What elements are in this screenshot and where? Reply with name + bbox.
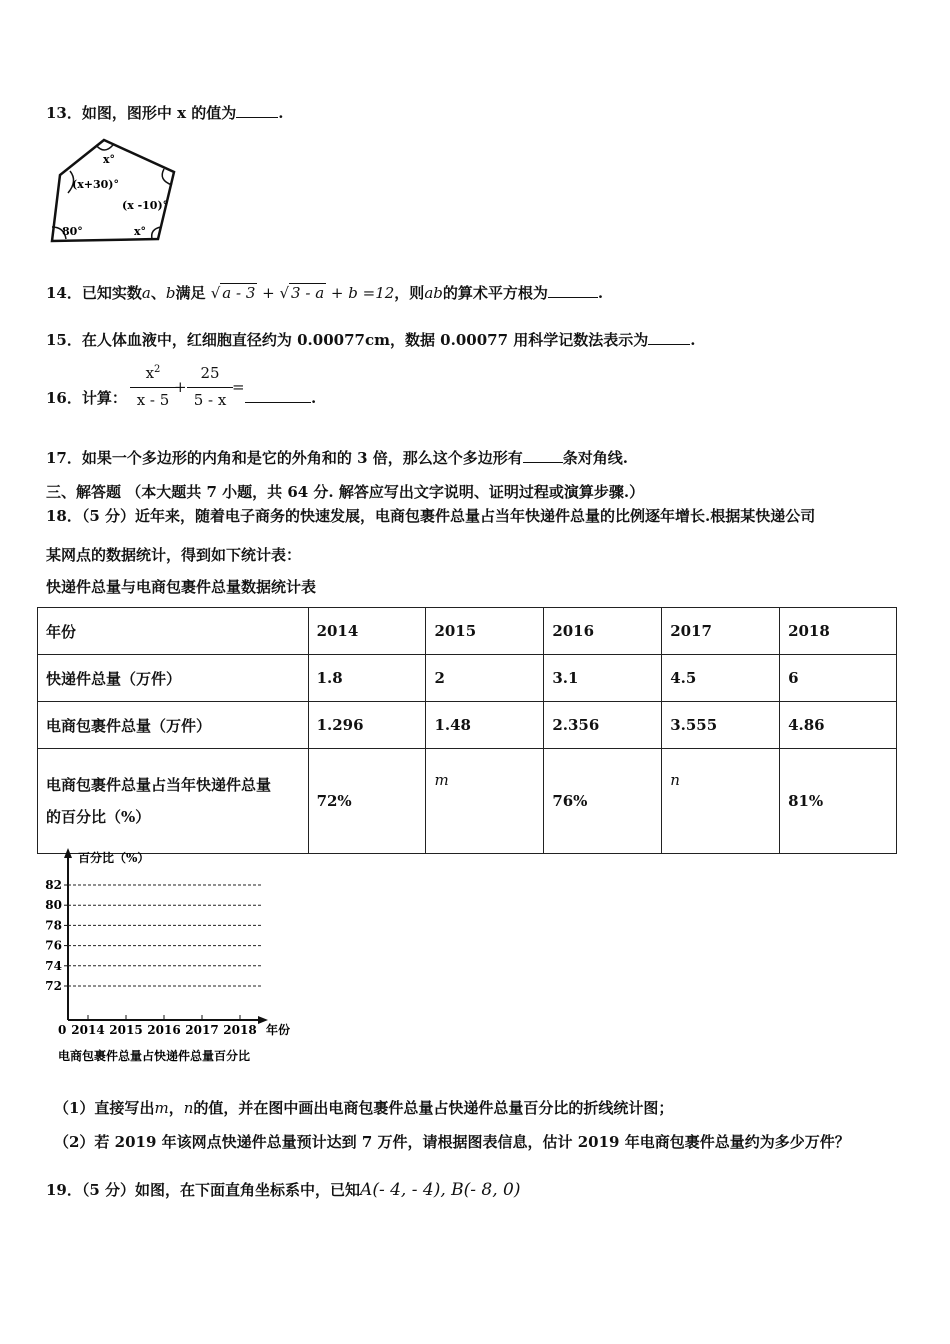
q18-sub2: （2）若 2019 年该网点快递件总量预计达到 7 万件，请根据图表信息，估计 2019 年电商包裹件总量约为多少万件？ — [54, 1133, 850, 1151]
y-tick-label: 72 — [45, 979, 62, 993]
table-cell: 2018 — [780, 608, 897, 655]
angle-left-label: (x+30)° — [72, 178, 119, 191]
table-cell: 3.555 — [662, 702, 780, 749]
table-cell: 2.356 — [544, 702, 662, 749]
y-axis-arrow — [64, 848, 72, 858]
table-header-row — [38, 608, 897, 655]
y-tick-label: 78 — [45, 918, 62, 933]
table-row — [38, 655, 897, 702]
var-ab: ab — [424, 284, 443, 302]
q16-answer: . — [245, 388, 316, 408]
table-cell: 快递件总量（万件） — [38, 655, 309, 702]
table-cell: 2017 — [662, 608, 780, 655]
q13-pentagon-figure — [40, 135, 200, 250]
var-b: b — [165, 284, 176, 302]
y-axis-label: 百分比（%） — [78, 851, 150, 865]
angle-top-label: x° — [103, 153, 116, 166]
x-tick-label: 2016 — [147, 1023, 181, 1037]
table-cell: 2 — [426, 655, 544, 702]
table-cell: 81% — [780, 749, 897, 854]
x-axis-label: 年份 — [266, 1023, 291, 1037]
q19-points: A(- 4, - 4), B(- 8, 0) — [360, 1180, 521, 1200]
answer-blank — [648, 330, 690, 345]
angle-right-label: (x -10)° — [122, 199, 169, 212]
table-cell: 4.5 — [662, 655, 780, 702]
x-tick-label: 2017 — [185, 1023, 219, 1037]
chart-title: 电商包裹件总量占快递件总量百分比 — [58, 1049, 251, 1063]
table-row — [38, 749, 897, 854]
y-tick-label: 82 — [45, 878, 62, 892]
x-tick-label: 2015 — [109, 1023, 143, 1037]
table-cell: 2015 — [426, 608, 544, 655]
q18-sub1: （1）直接写出m，n的值，并在图中画出电商包裹件总量占快递件总量百分比的折线统计图； — [54, 1099, 674, 1117]
section-3-heading: 三、解答题 （本大题共 7 小题，共 64 分. 解答应写出文字说明、证明过程或演算步骤.） — [46, 483, 645, 501]
table-cell: 72% — [308, 749, 426, 854]
table-cell: 1.8 — [308, 655, 426, 702]
q18-line2: 某网点的数据统计，得到如下统计表： — [46, 546, 302, 564]
table-cell: 电商包裹件总量占当年快递件总量 的百分比（%） — [38, 749, 309, 854]
table-cell: n — [662, 749, 780, 854]
q14-line: 14．已知实数a、b满足 √ a - 3 + √ 3 - a + b =12，则ab的算术平方根为 . — [46, 284, 604, 302]
sqrt-expression: √ a - 3 + √ 3 - a + b =12 — [210, 284, 395, 302]
table-row — [38, 702, 897, 749]
q18-line1: 18．（5 分）近年来，随着电子商务的快速发展，电商包裹件总量占当年快递件总量的比例逐年增长.根据某快递公司 — [46, 507, 816, 525]
q19-line: 19．（5 分）如图，在下面直角坐标系中，已知A(- 4, - 4), B(- 8, 0) — [46, 1180, 521, 1200]
table-cell: 1.296 — [308, 702, 426, 749]
angle-bottom-left-label: 80° — [62, 225, 83, 238]
q15-line: 15．在人体血液中，红细胞直径约为 0.00077cm，数据 0.00077 用科学记数法表示为 . — [46, 331, 696, 349]
percent-line-chart — [40, 844, 320, 1066]
stats-table — [37, 607, 897, 854]
table-title: 快递件总量与电商包裹件总量数据统计表 — [46, 578, 317, 596]
table-cell: 6 — [780, 655, 897, 702]
answer-blank — [548, 283, 598, 298]
q17-line: 17．如果一个多边形的内角和是它的外角和的 3 倍，那么这个多边形有 条对角线. — [46, 449, 628, 467]
y-tick-label: 80 — [45, 898, 62, 913]
table-cell: 1.48 — [426, 702, 544, 749]
y-tick-label: 74 — [45, 958, 62, 973]
table-cell: 年份 — [38, 608, 309, 655]
table-cell: 2016 — [544, 608, 662, 655]
q13-line: 13．如图，图形中 x 的值为 . — [46, 104, 284, 122]
angle-bottom-right-label: x° — [134, 225, 147, 238]
table-cell: 76% — [544, 749, 662, 854]
q13-text: 13．如图，图形中 x 的值为 — [46, 104, 237, 122]
table-cell: 2014 — [308, 608, 426, 655]
table-cell: 电商包裹件总量（万件） — [38, 702, 309, 749]
answer-blank — [523, 448, 563, 463]
q16-line: 16．计算： — [46, 389, 127, 407]
x-tick-label: 2018 — [223, 1023, 257, 1037]
var-a: a — [141, 284, 151, 302]
answer-blank — [245, 388, 311, 403]
y-tick-label: 76 — [45, 938, 62, 953]
table-cell: m — [426, 749, 544, 854]
answer-blank — [236, 103, 278, 118]
x-tick-label: 2014 — [71, 1023, 105, 1037]
origin-label: 0 — [58, 1023, 67, 1037]
table-cell: 3.1 — [544, 655, 662, 702]
table-cell: 4.86 — [780, 702, 897, 749]
